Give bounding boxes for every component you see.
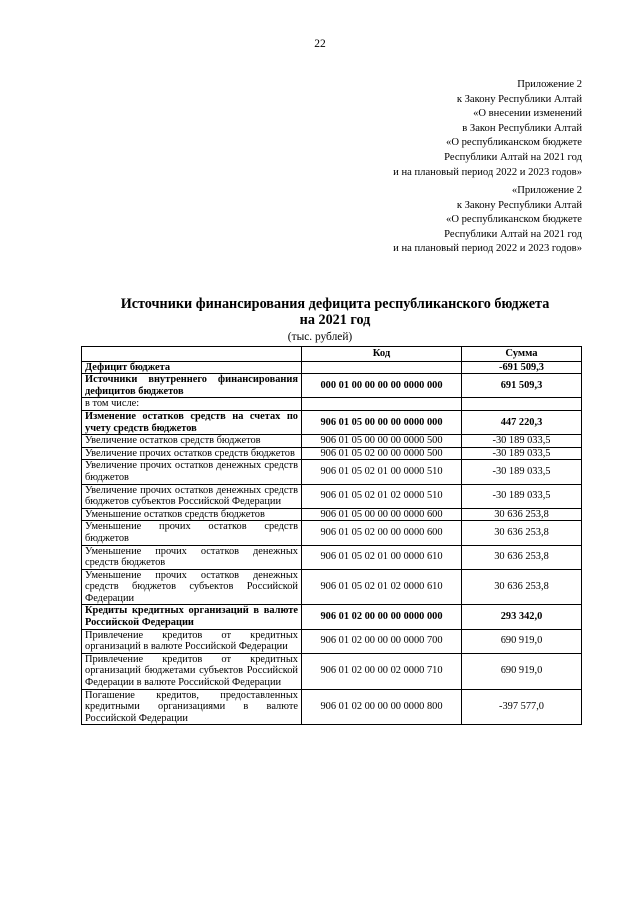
row-code-cell: 906 01 05 02 01 00 0000 610 <box>302 545 462 569</box>
appendix-line: «О республиканском бюджете <box>446 137 582 149</box>
table-row <box>82 629 582 653</box>
units-note: (тыс. рублей) <box>287 331 353 343</box>
row-amount-cell: 690 919,0 <box>462 629 582 653</box>
appendix-line: Республики Алтай на 2021 год <box>444 151 582 163</box>
row-name-cell: Источники внутреннего финансирования дефицитов бюджетов <box>82 374 302 398</box>
table-row <box>82 545 582 569</box>
row-code-cell: 906 01 02 00 00 00 0000 000 <box>302 605 462 629</box>
table-row <box>82 398 582 411</box>
table-row <box>82 460 582 484</box>
row-amount-cell: 690 919,0 <box>462 653 582 689</box>
row-amount-cell: -30 189 033,5 <box>462 435 582 448</box>
row-code-cell: 906 01 05 00 00 00 0000 000 <box>302 410 462 434</box>
appendix-line: «Приложение 2 <box>511 185 582 196</box>
row-code-cell: 000 01 00 00 00 00 0000 000 <box>302 374 462 398</box>
header-code: Код <box>302 347 462 362</box>
row-amount-cell: -691 509,3 <box>462 361 582 374</box>
row-amount-cell <box>462 398 582 411</box>
row-code-cell: 906 01 02 00 00 00 0000 700 <box>302 629 462 653</box>
table-row <box>82 410 582 434</box>
row-name-cell: Дефицит бюджета <box>82 361 302 374</box>
row-code-cell <box>302 361 462 374</box>
table-row <box>82 569 582 605</box>
appendix-line: и на плановый период 2022 и 2023 годов» <box>393 243 582 255</box>
table-row <box>82 689 582 725</box>
row-name-cell: Кредиты кредитных организаций в валюте Российской Федерации <box>82 605 302 629</box>
row-name-cell: Привлечение кредитов от кредитных организаций бюджетами субъектов Российской Федерации в валюте Российской Федерации <box>82 653 302 689</box>
row-amount-cell: 30 636 253,8 <box>462 569 582 605</box>
header-amount: Сумма <box>462 347 582 362</box>
appendix-heading-current <box>393 78 582 180</box>
appendix-line: в Закон Республики Алтай <box>462 122 582 134</box>
table-row <box>82 484 582 508</box>
table-row <box>82 605 582 629</box>
row-name-cell: Уменьшение прочих остатков денежных средств бюджетов <box>82 545 302 569</box>
row-name-cell: Увеличение остатков средств бюджетов <box>82 435 302 448</box>
row-amount-cell: 30 636 253,8 <box>462 508 582 521</box>
row-code-cell: 906 01 05 02 01 02 0000 510 <box>302 484 462 508</box>
row-amount-cell: -397 577,0 <box>462 689 582 725</box>
table-row <box>82 374 582 398</box>
document-title <box>70 296 600 328</box>
row-name-cell: Уменьшение остатков средств бюджетов <box>82 508 302 521</box>
appendix-line: «О республиканском бюджете <box>446 214 582 226</box>
row-code-cell: 906 01 05 00 00 00 0000 600 <box>302 508 462 521</box>
row-name-cell: Увеличение прочих остатков средств бюджетов <box>82 447 302 460</box>
row-name-cell: Увеличение прочих остатков денежных средств бюджетов субъектов Российской Федерации <box>82 484 302 508</box>
appendix-line: «О внесении изменений <box>473 108 582 120</box>
row-name-cell: Уменьшение прочих остатков средств бюджетов <box>82 521 302 545</box>
row-code-cell: 906 01 02 00 00 00 0000 800 <box>302 689 462 725</box>
row-amount-cell: 447 220,3 <box>462 410 582 434</box>
row-amount-cell: -30 189 033,5 <box>462 460 582 484</box>
row-name-cell: Уменьшение прочих остатков денежных средств бюджетов субъектов Российской Федерации <box>82 569 302 605</box>
row-code-cell <box>302 398 462 411</box>
table-row <box>82 447 582 460</box>
table-row <box>82 521 582 545</box>
row-code-cell: 906 01 05 00 00 00 0000 500 <box>302 435 462 448</box>
row-name-cell: Увеличение прочих остатков денежных средств бюджетов <box>82 460 302 484</box>
table-row <box>82 508 582 521</box>
row-code-cell: 906 01 05 02 01 02 0000 610 <box>302 569 462 605</box>
row-amount-cell: 30 636 253,8 <box>462 521 582 545</box>
row-amount-cell: 293 342,0 <box>462 605 582 629</box>
title-line: на 2021 год <box>299 312 371 328</box>
page-number: 22 <box>314 38 326 50</box>
title-line: Источники финансирования дефицита республиканского бюджета <box>120 296 550 312</box>
row-amount-cell: -30 189 033,5 <box>462 447 582 460</box>
appendix-heading-original <box>393 184 582 257</box>
table-body <box>82 361 582 725</box>
table-row <box>82 653 582 689</box>
row-code-cell: 906 01 05 02 00 00 0000 500 <box>302 447 462 460</box>
row-code-cell: 906 01 05 02 00 00 0000 600 <box>302 521 462 545</box>
row-name-cell: Изменение остатков средств на счетах по учету средств бюджетов <box>82 410 302 434</box>
appendix-line: Республики Алтай на 2021 год <box>444 228 582 240</box>
row-name-cell: Погашение кредитов, предоставленных кредитными организациями в валюте Российской Федерации <box>82 689 302 725</box>
table-row <box>82 435 582 448</box>
row-name-cell: в том числе: <box>82 398 302 411</box>
financing-sources-table <box>81 346 582 725</box>
row-amount-cell: 691 509,3 <box>462 374 582 398</box>
header-name <box>82 347 302 362</box>
appendix-line: и на плановый период 2022 и 2023 годов» <box>393 166 582 178</box>
table-row <box>82 361 582 374</box>
row-amount-cell: -30 189 033,5 <box>462 484 582 508</box>
appendix-line: к Закону Республики Алтай <box>456 199 582 211</box>
appendix-line: Приложение 2 <box>517 79 582 90</box>
row-amount-cell: 30 636 253,8 <box>462 545 582 569</box>
row-code-cell: 906 01 05 02 01 00 0000 510 <box>302 460 462 484</box>
row-name-cell: Привлечение кредитов от кредитных организаций в валюте Российской Федерации <box>82 629 302 653</box>
appendix-line: к Закону Республики Алтай <box>456 93 582 105</box>
row-code-cell: 906 01 02 00 00 02 0000 710 <box>302 653 462 689</box>
